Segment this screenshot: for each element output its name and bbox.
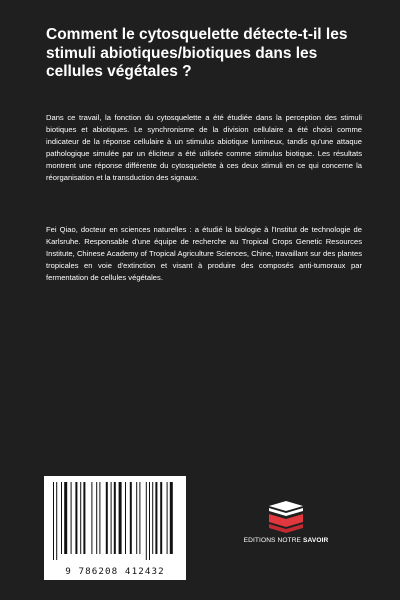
stacked-books-icon	[267, 500, 305, 534]
barcode-bar	[99, 482, 100, 554]
barcode-bar	[155, 482, 157, 554]
barcode-bar	[64, 482, 67, 554]
isbn-barcode	[44, 476, 186, 580]
publisher-name	[226, 537, 346, 544]
barcode-bar	[119, 482, 122, 554]
barcode-bar	[130, 482, 132, 554]
barcode-bar	[139, 482, 140, 554]
abstract-text: Dans ce travail, la fonction du cytosquelette a été étudiée dans la perception des stimuli biotiques et abiotiques. Le synchronisme de la division cellulaire a été choisi comme indicateur de la réponse cellulaire à un stimulus abiotique lumineux, tandis qu'une attaque pathologique simulée par un éliciteur a été utilisée comme stimulus biotique. Les résultats montrent une réponse différente du cytosquelette à ces deux stimuli en ce qui concerne la réorganisation et la transduction des signaux.	[46, 113, 362, 182]
barcode-bars	[52, 482, 178, 560]
barcode-bar	[160, 482, 162, 554]
barcode-bar	[167, 482, 168, 554]
publisher-prefix: EDITIONS NOTRE	[243, 537, 303, 544]
book-title: Comment le cytosquelette détecte-t-il les stimuli abiotiques/biotiques dans les cellules végétales ?	[46, 26, 348, 80]
barcode-bar	[111, 482, 112, 554]
barcode-bar	[106, 482, 108, 554]
author-bio: Fei Qiao, docteur en sciences naturelles : a étudié la biologie à l'Institut de technologie de Karlsruhe. Responsable d'une équipe de recherche au Tropical Crops Genetic Resources Institute, Chinese Academy of Tropical Agriculture Sciences, Chine, travaillant sur des plantes tropicales en voie d'extinction et visant à produire des composés anti-tumoraux par fermentation de cellules végétales.	[46, 225, 362, 282]
barcode-bar	[71, 482, 72, 554]
barcode-bar	[83, 482, 85, 554]
isbn-number: 9 786208 412432	[65, 566, 165, 577]
barcode-bar	[170, 482, 173, 554]
publisher-block	[243, 500, 329, 544]
barcode-bar	[152, 482, 153, 554]
publisher-emphasis: SAVOIR	[303, 537, 329, 544]
barcode-bar	[149, 482, 150, 560]
barcode-bar	[146, 482, 147, 560]
barcode-bar	[75, 482, 77, 554]
barcode-bar	[61, 482, 62, 554]
barcode-bar	[56, 482, 57, 560]
barcode-bar	[114, 482, 116, 554]
barcode-bar	[136, 482, 137, 554]
barcode-bar	[91, 482, 92, 554]
barcode-bar	[125, 482, 126, 554]
barcode-bar	[80, 482, 81, 554]
barcode-bar	[53, 482, 54, 560]
barcode-bar	[96, 482, 97, 554]
